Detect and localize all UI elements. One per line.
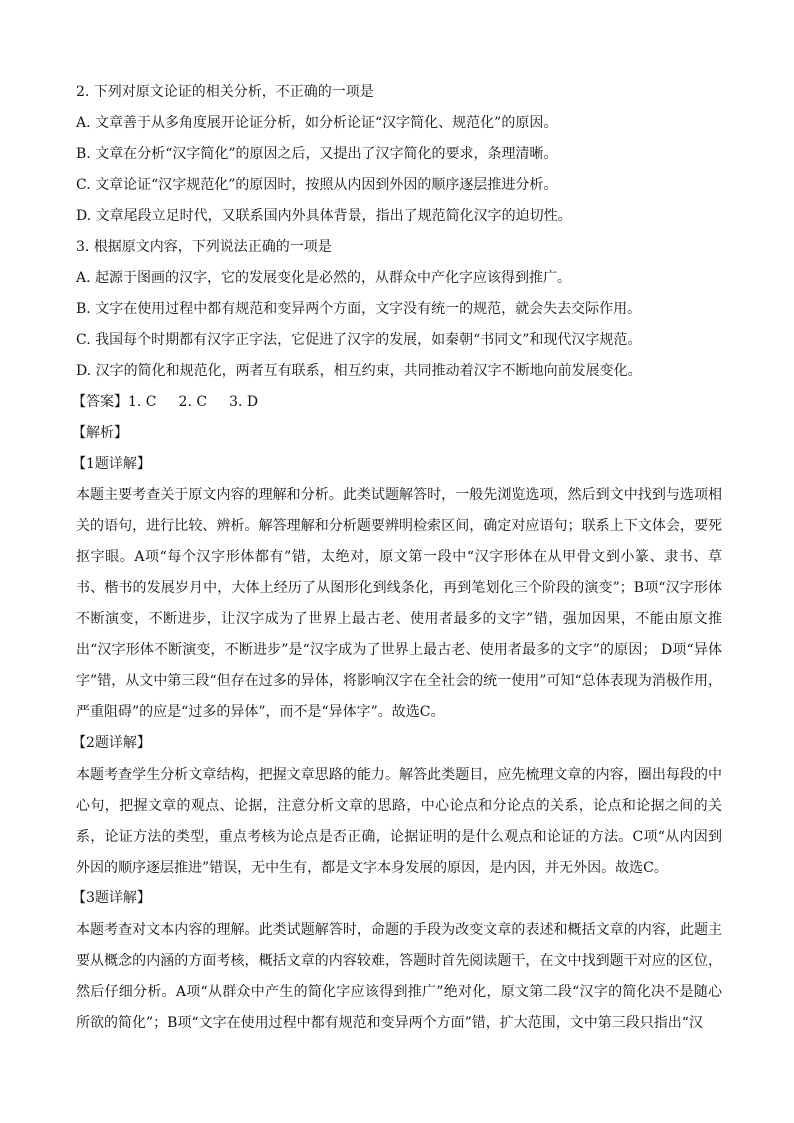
detail-1-heading: 【1题详解】 [72,456,151,472]
detail-2-heading: 【2题详解】 [72,735,151,751]
answer-3: 3. D [229,394,259,410]
question-3-stem: 3. 根据原文内容，下列说法正确的一项是 [76,239,332,255]
detail-3-text: 本题考查对文本内容的理解。此类试题解答时，命题的手段为改变文章的表述和概括文章的内容，此题主要从概念的内涵的方面考核，概括文章的内容较难，答题时首先阅读题干，在文中找到题干对应的区位，然后仔细分析。A项“从群众中产生的简化字应该得到推广”绝对化，原文第二段“汉字的简化决不是随心所欲的简化”；B项“文字在使用过程中都有规范和变异两个方面”错，扩大范围，文中第三段只指出“汉 [76,922,722,1031]
analysis-heading: 【解析】 [72,425,128,441]
question-2-option-a: A. 文章善于从多角度展开论证分析，如分析论证“汉字简化、规范化”的原因。 [76,115,558,131]
question-2-stem: 2. 下列对原文论证的相关分析，不正确的一项是 [76,84,374,100]
answer-2: 2. C [178,394,208,410]
detail-1-text: 本题主要考查关于原文内容的理解和分析。此类试题解答时，一般先浏览选项，然后到文中找到与选项相关的语句，进行比较、辨析。解答理解和分析题要辨明检索区间，确定对应语句；联系上下文体会，要死抠字眼。A项“每个汉字形体都有”错，太绝对，原文第一段中“汉字形体在从甲骨文到小篆、隶书、草书、楷书的发展岁月中，大体上经历了从图形化到线条化，再到笔划化三个阶段的演变”；B项“汉字形体不断演变，不断进步，让汉字成为了世界上最古老、使用者最多的文字”错，强加因果，不能由原文推出“汉字形体不断演变，不断进步”是“汉字成为了世界上最古老、使用者最多的文字”的原因； D项“异体字”错，从文中第三段“但存在过多的异体，将影响汉字在全社会的统一使用”可知“总体表现为消极作用，严重阻碍”的应是“过多的异体”，而不是“异体字”。故选C。 [76,487,722,720]
question-2-option-d: D. 文章尾段立足时代，又联系国内外具体背景，指出了规范简化汉字的迫切性。 [76,208,572,224]
question-2-option-c: C. 文章论证“汉字规范化”的原因时，按照从内因到外因的顺序逐层推进分析。 [76,177,558,193]
answer-line [72,392,722,412]
detail-2-text: 本题考查学生分析文章结构，把握文章思路的能力。解答此类题目，应先梳理文章的内容，圈出每段的中心句，把握文章的观点、论据，注意分析文章的思路，中心论点和分论点的关系，论点和论据之间的关系，论证方法的类型，重点考核为论点是否正确，论据证明的是什么观点和论证的方法。C项“从内因到外因的顺序逐层推进”错误，无中生有，都是文字本身发展的原因，是内因，并无外因。故选C。 [76,767,722,876]
detail-3-heading: 【3题详解】 [72,890,151,906]
answer-label: 【答案】 [72,394,128,410]
answer-1: 1. C [128,394,157,410]
question-3-option-b: B. 文字在使用过程中都有规范和变异两个方面，文字没有统一的规范，就会失去交际作用。 [76,301,642,317]
question-3-option-a: A. 起源于图画的汉字，它的发展变化是必然的，从群众中产化字应该得到推广。 [76,270,572,286]
question-2-option-b: B. 文章在分析“汉字简化”的原因之后，又提出了汉字简化的要求，条理清晰。 [76,146,558,162]
question-3-option-c: C. 我国每个时期都有汉字正字法，它促进了汉字的发展，如秦朝“书同文”和现代汉字规范。 [76,332,642,348]
question-3-option-d: D. 汉字的简化和规范化，两者互有联系，相互约束，共同推动着汉字不断地向前发展变化。 [76,363,642,379]
